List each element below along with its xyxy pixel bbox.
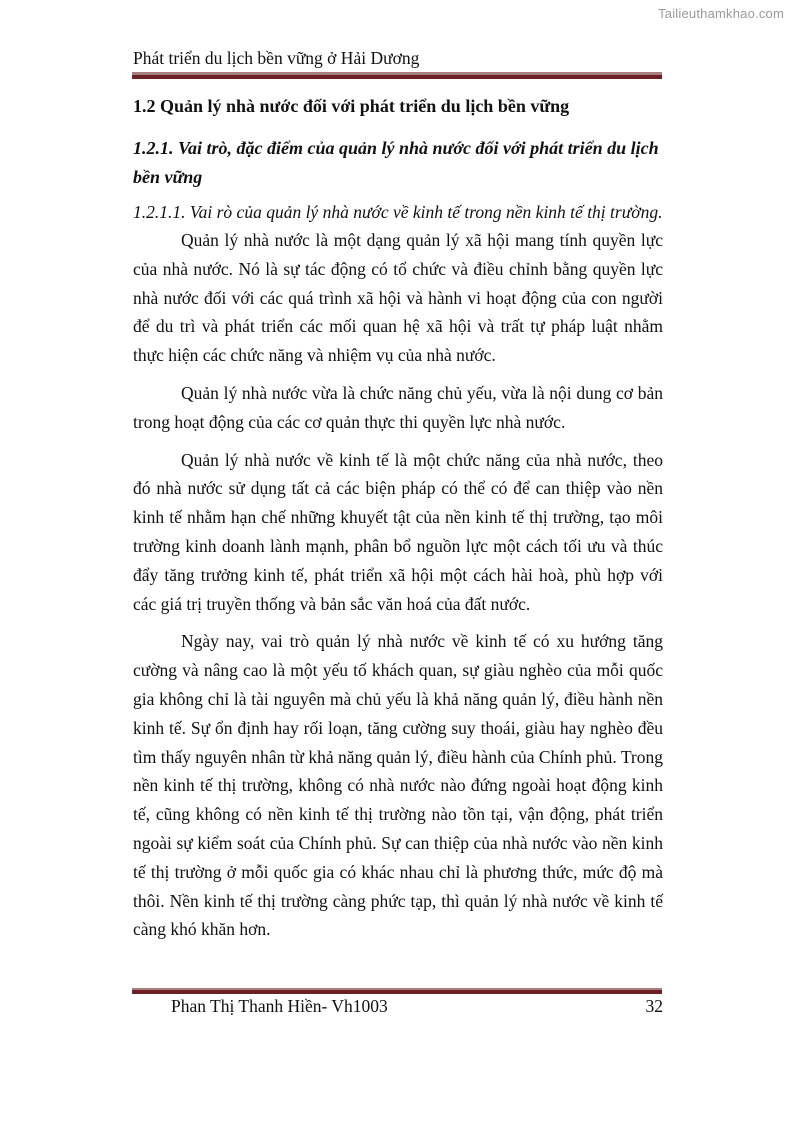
running-footer bbox=[171, 996, 663, 1017]
header-rule-dark bbox=[132, 75, 662, 79]
footer-rule-dark bbox=[132, 990, 662, 994]
page-number: 32 bbox=[645, 996, 663, 1016]
watermark: Tailieuthamkhao.com bbox=[658, 6, 784, 21]
paragraph: Quản lý nhà nước vừa là chức năng chủ yếu, vừa là nội dung cơ bản trong hoạt động của các cơ quản thực thi quyền lực nhà nước. bbox=[133, 382, 663, 432]
page-content bbox=[133, 92, 663, 953]
paragraph: Quản lý nhà nước về kinh tế là một chức năng của nhà nước, theo đó nhà nước sử dụng tất cả các biện pháp có thể có để can thiệp vào nền kinh tế nhằm hạn chế những khuyết tật của nền kinh tế thị trường, tạo môi trường kinh doanh lành mạnh, phân bổ nguồn lực một cách tối ưu và thúc đẩy tăng trưởng kinh tế, phát triển xã hội một cách hài hoà, phù hợp với các giá trị truyền thống và bản sắc văn hoá của đất nước. bbox=[133, 449, 663, 614]
header-rule bbox=[132, 72, 662, 79]
footer-author: Phan Thị Thanh Hiền- Vh1003 bbox=[171, 996, 388, 1016]
footer-rule bbox=[132, 988, 662, 994]
section-heading: 1.2 Quản lý nhà nước đối với phát triển du lịch bền vững bbox=[133, 96, 570, 116]
subsubsection-heading: 1.2.1.1. Vai rò của quản lý nhà nước về kinh tế trong nền kinh tế thị trường. bbox=[133, 202, 663, 222]
paragraph: Quản lý nhà nước là một dạng quản lý xã hội mang tính quyền lực của nhà nước. Nó là sự tác động có tổ chức và điều chỉnh bằng quyền lực nhà nước đối với các quá trình xã hội và hành vi hoạt động của con người để du trì và phát triển các mối quan hệ xã hội và trất tự pháp luật nhằm thực hiện các chức năng và nhiệm vụ của nhà nước. bbox=[133, 230, 663, 366]
running-header: Phát triển du lịch bền vững ở Hải Dương bbox=[133, 48, 420, 68]
paragraph: Ngày nay, vai trò quản lý nhà nước về kinh tế có xu hướng tăng cường và nâng cao là một yếu tố khách quan, sự giàu nghèo của mỗi quốc gia không chỉ là tài nguyên mà chủ yếu là khả năng quản lý, điều hành nền kinh tế. Sự ổn định hay rối loạn, tăng cường suy thoái, giàu hay nghèo đều tìm thấy nguyên nhân từ khả năng quản lý, điều hành của Chính phủ. Trong nền kinh tế thị trường, không có nhà nước nào đứng ngoài hoạt động kinh tế, cũng không có nền kinh tế thị trường nào tồn tại, vận động, phát triển ngoài sự kiểm soát của Chính phủ. Sự can thiệp của nhà nước vào nền kinh tế thị trường ở mỗi quốc gia có khác nhau chỉ là phương thức, mức độ mà thôi. Nền kinh tế thị trường càng phức tạp, thì quản lý nhà nước về kinh tế càng khó khăn hơn. bbox=[133, 631, 663, 940]
subsection-heading: 1.2.1. Vai trò, đặc điểm của quản lý nhà nước đối với phát triển du lịch bền vững bbox=[133, 138, 659, 187]
